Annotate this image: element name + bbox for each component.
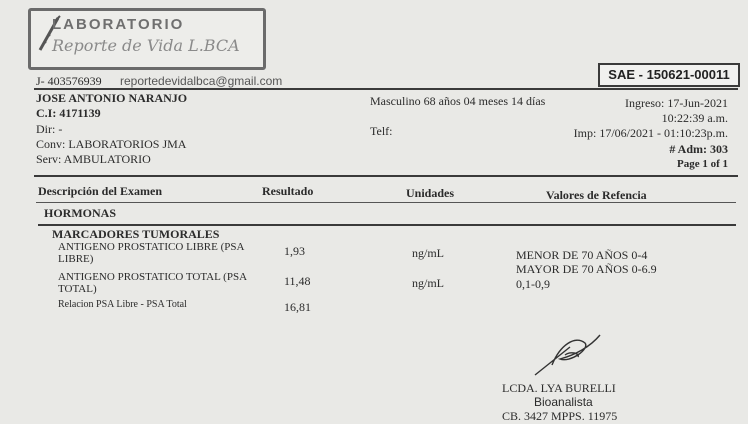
section-title: HORMONAS [44, 206, 116, 220]
row2-exam-line2: TOTAL) [58, 283, 97, 295]
ingreso-date: Ingreso: 17-Jun-2021 [625, 96, 728, 110]
patient-name: JOSE ANTONIO NARANJO [36, 91, 188, 105]
report-code: SAE - 150621-00011 [598, 63, 740, 87]
col-header-units: Unidades [406, 186, 455, 200]
admission-number: # Adm: 303 [669, 142, 728, 156]
signature-scribble [530, 325, 610, 380]
row1-result: 1,93 [284, 244, 305, 258]
lab-id: J- 403576939 [36, 74, 102, 88]
patient-gender-age: Masculino 68 años 04 meses 14 días [370, 94, 546, 108]
page-number: Page 1 of 1 [676, 158, 728, 170]
row2-exam-line1: ANTIGENO PROSTATICO TOTAL (PSA [58, 271, 248, 283]
row1-ref-line1: MENOR DE 70 AÑOS 0-4 [516, 248, 648, 262]
patient-ci: C.I: 4171139 [36, 106, 101, 120]
signatory-name: LCDA. LYA BURELLI [502, 381, 616, 395]
row2-result: 11,48 [284, 274, 311, 288]
logo-title: LABORATORIO [52, 16, 185, 33]
row2-ref: 0,1-0,9 [516, 277, 550, 291]
col-header-result: Resultado [262, 184, 314, 198]
row1-exam-line1: ANTIGENO PROSTATICO LIBRE (PSA [58, 241, 245, 253]
patient-telf: Telf: [370, 124, 393, 138]
row3-exam: Relacion PSA Libre - PSA Total [58, 299, 187, 310]
print-date: Imp: 17/06/2021 - 01:10:23p.m. [573, 126, 728, 140]
row1-ref-line2: MAYOR DE 70 AÑOS 0-6.9 [516, 262, 657, 276]
header-underline [36, 202, 736, 203]
row3-result: 16,81 [284, 300, 311, 314]
logo-subtitle: Reporte de Vida L.BCA [52, 36, 240, 55]
subsection-title: MARCADORES TUMORALES [52, 227, 220, 241]
section-divider [38, 224, 736, 226]
ingreso-time: 10:22:39 a.m. [661, 111, 728, 125]
header-divider [34, 88, 738, 90]
table-top-divider [34, 175, 738, 177]
patient-dir: Dir: - [36, 122, 63, 136]
col-header-reference: Valores de Refencia [546, 188, 647, 202]
row2-unit: ng/mL [412, 276, 444, 290]
patient-conv: Conv: LABORATORIOS JMA [36, 137, 187, 151]
signatory-registration: CB. 3427 MPPS. 11975 [502, 409, 618, 423]
patient-serv: Serv: AMBULATORIO [36, 152, 151, 166]
lab-email: reportedevidalbca@gmail.com [120, 74, 283, 88]
signatory-title: Bioanalista [534, 395, 593, 409]
row1-exam-line2: LIBRE) [58, 253, 94, 265]
row1-unit: ng/mL [412, 246, 444, 260]
col-header-exam: Descripción del Examen [38, 184, 162, 198]
